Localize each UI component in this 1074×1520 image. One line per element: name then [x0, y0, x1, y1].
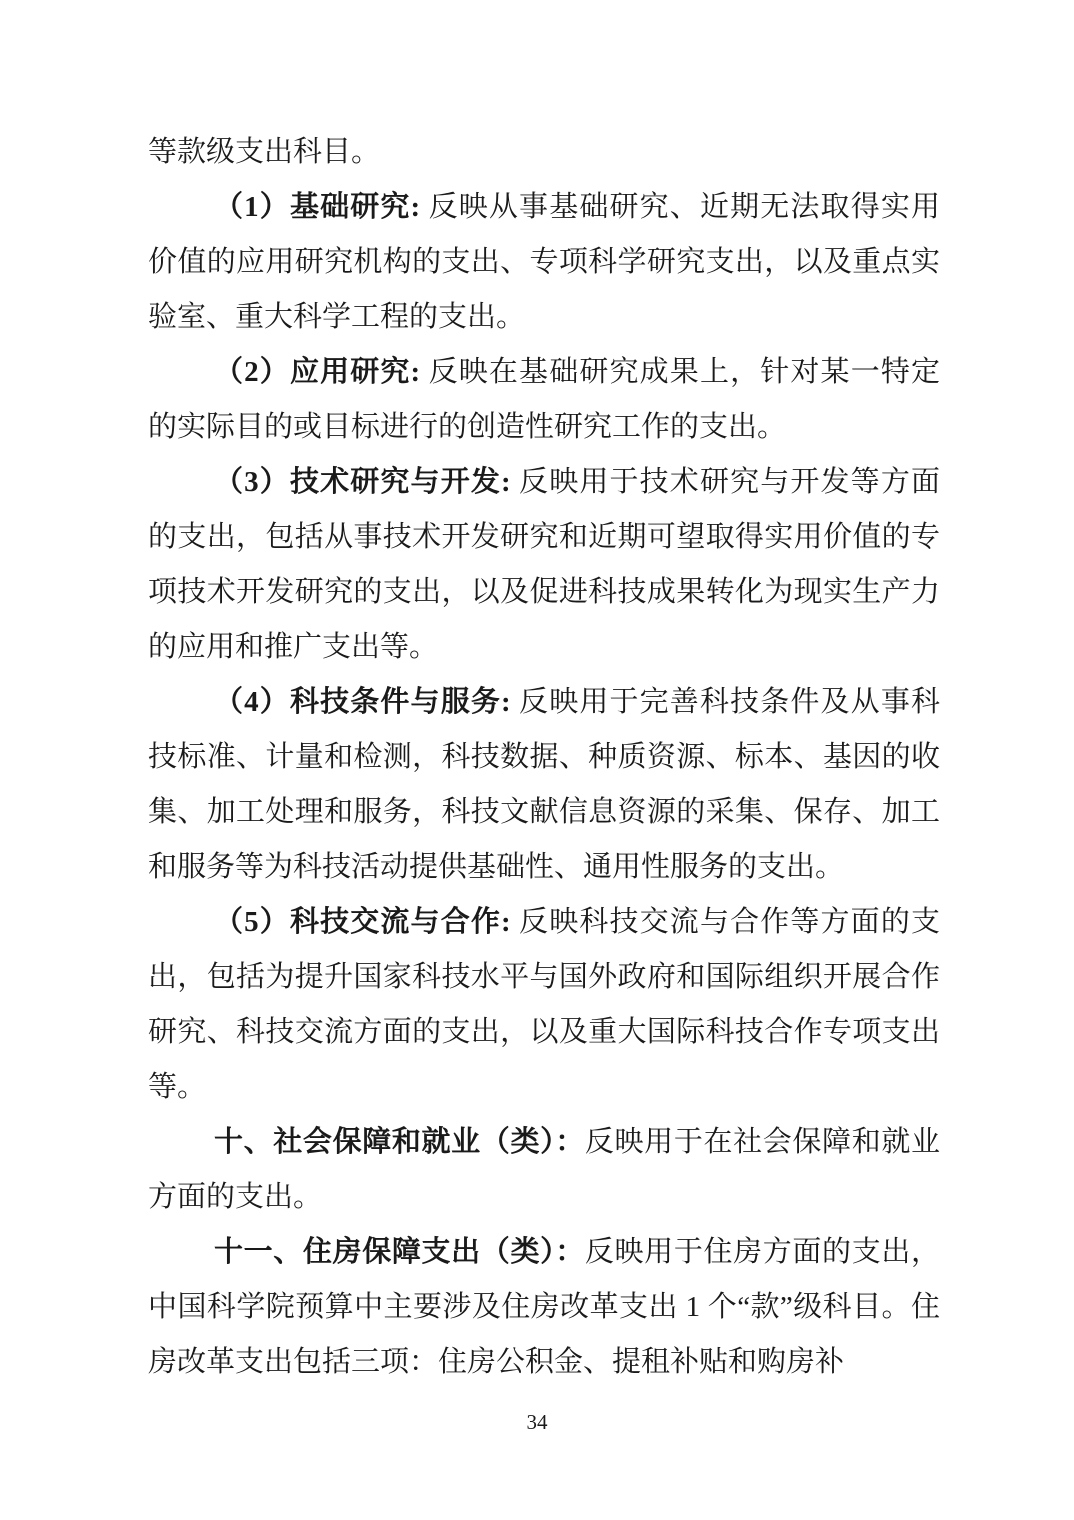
page-number: 34 [526, 1410, 548, 1434]
paragraph-label: 十一、住房保障支出（类）： [214, 1236, 585, 1268]
paragraph-label: （3）技术研究与开发: [214, 466, 520, 498]
paragraph-body: 反映用于住房方面的支出，中国科学院预算中主要涉及住房改革支出 1 个“款”级科目。住房改革支出包括三项：住房公积金、提租补贴和购房补 [148, 1236, 940, 1378]
paragraph-label: （2）应用研究: [214, 356, 429, 388]
paragraph-item-4-tech-conditions-services [148, 675, 940, 895]
paragraph-body: 反映从事基础研究、近期无法取得实用价值的应用研究机构的支出、专项科学研究支出，以及重点实验室、重大科学工程的支出。 [148, 191, 940, 333]
paragraph-section-11-housing-security [148, 1225, 940, 1390]
paragraph-continuation [148, 125, 940, 180]
paragraph-item-5-tech-exchange-cooperation [148, 895, 940, 1115]
paragraph-section-10-social-security-employment [148, 1115, 940, 1225]
paragraph-body: 反映用于技术研究与开发等方面的支出，包括从事技术开发研究和近期可望取得实用价值的专项技术开发研究的支出，以及促进科技成果转化为现实生产力的应用和推广支出等。 [148, 466, 940, 663]
page-content [148, 125, 940, 1390]
paragraph-body: 反映科技交流与合作等方面的支出，包括为提升国家科技水平与国外政府和国际组织开展合作研究、科技交流方面的支出，以及重大国际科技合作专项支出等。 [148, 906, 940, 1103]
paragraph-item-1-basic-research [148, 180, 940, 345]
paragraph-body: 反映用于完善科技条件及从事科技标准、计量和检测，科技数据、种质资源、标本、基因的收集、加工处理和服务，科技文献信息资源的采集、保存、加工和服务等为科技活动提供基础性、通用性服务的支出。 [148, 686, 940, 883]
paragraph-label: （4）科技条件与服务: [214, 686, 520, 718]
paragraph-label: （1）基础研究: [214, 191, 429, 223]
paragraph-item-3-tech-research-development [148, 455, 940, 675]
paragraph-body: 反映在基础研究成果上，针对某一特定的实际目的或目标进行的创造性研究工作的支出。 [148, 356, 940, 443]
paragraph-body: 等款级支出科目。 [148, 136, 381, 168]
paragraph-label: 十、社会保障和就业（类）： [214, 1126, 585, 1158]
paragraph-item-2-applied-research [148, 345, 940, 455]
paragraph-label: （5）科技交流与合作: [214, 906, 520, 938]
paragraph-body: 反映用于在社会保障和就业方面的支出。 [148, 1126, 940, 1213]
